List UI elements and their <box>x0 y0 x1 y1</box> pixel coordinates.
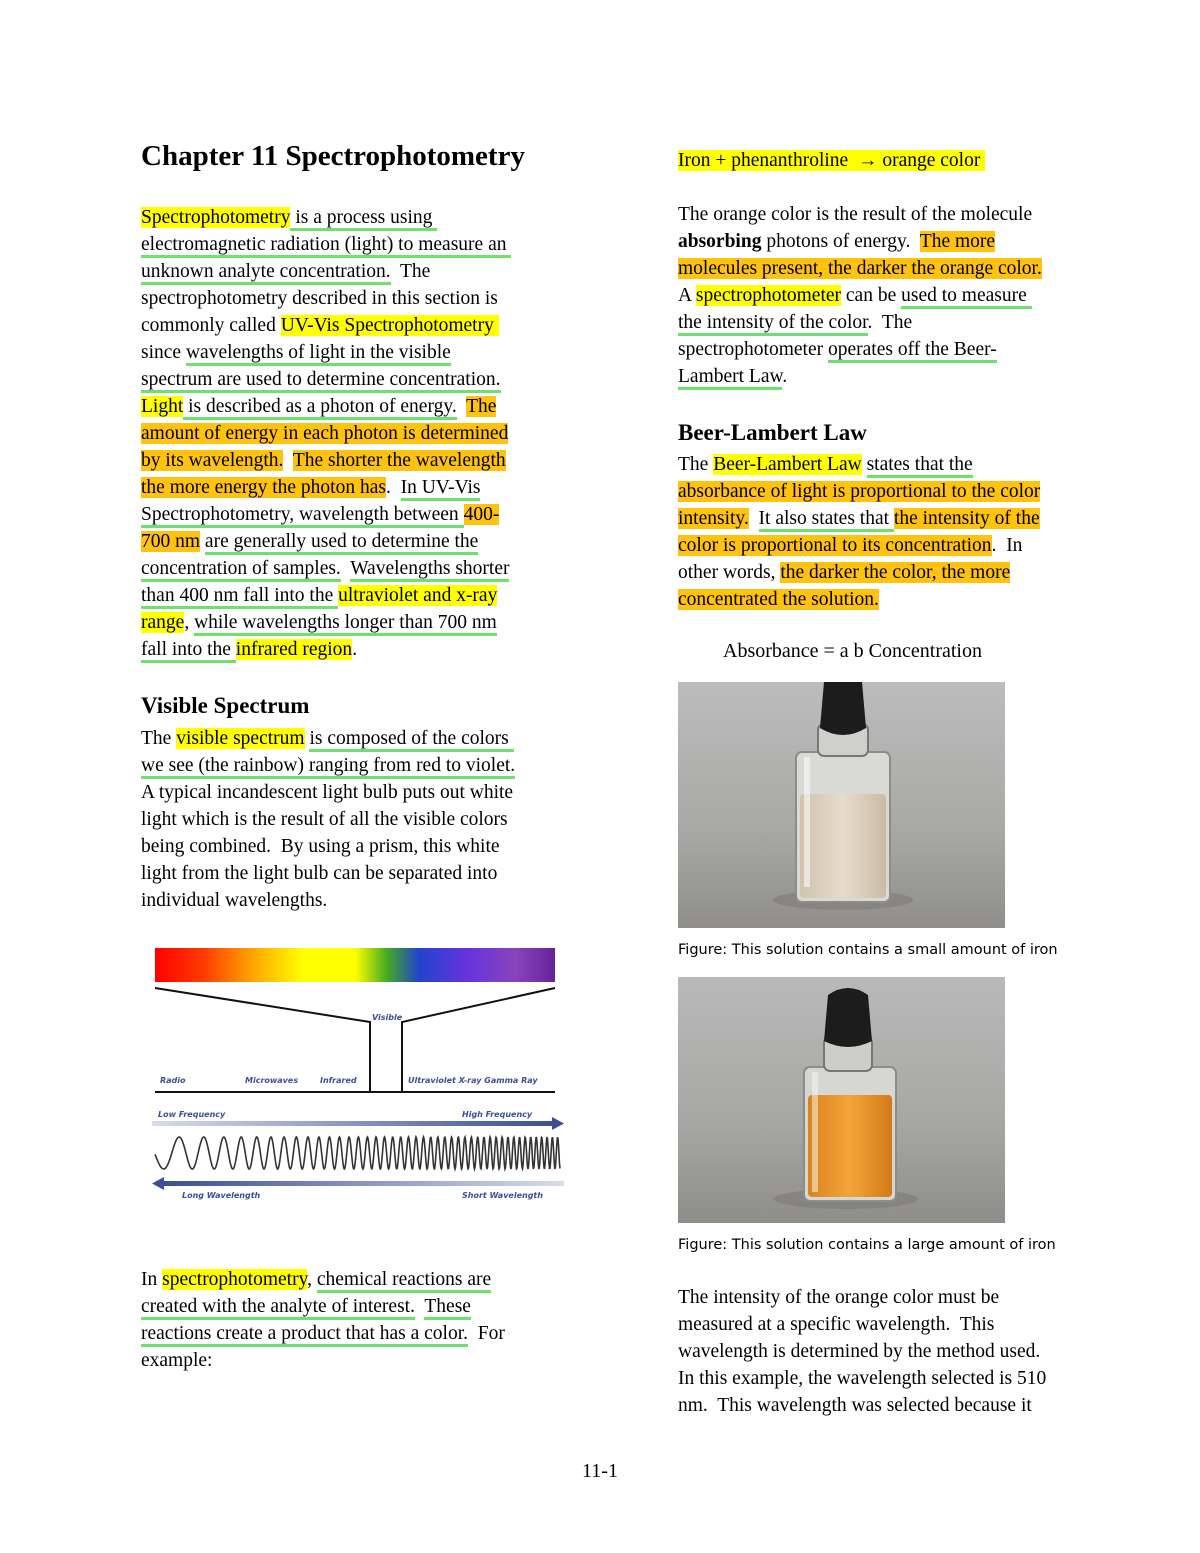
label-low-frequency: Low Frequency <box>158 1110 226 1119</box>
highlighted-text: ultraviolet and x-ray <box>338 585 498 606</box>
underlined-text: spectrum are used to determine concentration. <box>141 369 501 393</box>
text-span: A typical incandescent light bulb puts out white <box>141 782 514 803</box>
text-line <box>141 1266 505 1293</box>
text-span: In this example, the wavelength selected is 510 <box>678 1368 1047 1389</box>
text-span: spectrophotometer <box>678 339 828 360</box>
text-line <box>141 474 511 501</box>
caption-small-iron: Figure: This solution contains a small amount of iron <box>678 942 1058 958</box>
text-line <box>141 833 515 860</box>
highlighted-text: intensity. <box>678 508 749 529</box>
text-span: The <box>678 454 714 475</box>
text-span: A <box>678 285 696 306</box>
text-line <box>141 339 511 366</box>
underlined-text: In UV-Vis <box>401 477 481 501</box>
text-line <box>678 1365 1046 1392</box>
underlined-text: used to measure <box>901 285 1032 309</box>
highlighted-text: Light <box>141 396 184 417</box>
text-line <box>141 752 515 779</box>
text-line <box>678 309 1042 336</box>
underlined-text: fall into the <box>141 639 236 663</box>
label-visible: Visible <box>372 1013 403 1022</box>
text-line <box>141 447 511 474</box>
text-span: The <box>390 261 431 282</box>
highlighted-text: color is proportional to its concentration <box>678 535 992 556</box>
highlighted-text: UV-Vis Spectrophotometry <box>280 315 499 336</box>
text-span: light from the light bulb can be separated into <box>141 863 498 884</box>
text-line <box>678 147 985 174</box>
text-span: For <box>468 1323 505 1344</box>
text-span: can be <box>841 285 902 306</box>
label-high-frequency: High Frequency <box>462 1110 533 1119</box>
intro-paragraph <box>141 204 511 663</box>
caption-large-iron: Figure: This solution contains a large amount of iron <box>678 1237 1056 1253</box>
text-line <box>141 887 515 914</box>
highlighted-text: the intensity of the <box>893 508 1040 529</box>
label-uv-xray-gamma: Ultraviolet X-ray Gamma Ray <box>408 1076 538 1085</box>
text-line <box>141 636 511 663</box>
highlighted-text: absorbance of light is proportional to the color <box>678 481 1041 502</box>
text-line <box>678 201 1042 228</box>
beer-lambert-paragraph <box>678 451 1040 613</box>
photo-small-iron <box>678 682 1005 928</box>
text-line <box>141 204 511 231</box>
text-span: . The <box>867 312 913 333</box>
text-line <box>141 1347 505 1374</box>
text-line <box>141 420 511 447</box>
text-span <box>457 396 466 417</box>
text-line <box>678 505 1040 532</box>
highlighted-text: visible spectrum <box>176 728 305 749</box>
highlighted-text: Beer-Lambert Law <box>713 454 862 475</box>
highlighted-text: amount of energy in each photon is determined <box>141 423 509 444</box>
text-line <box>141 528 511 555</box>
underlined-text: a process using <box>313 207 437 231</box>
underlined-text: than 400 nm fall into the <box>141 585 338 609</box>
reaction-line <box>678 147 985 174</box>
wavelength-arrow-head <box>152 1177 164 1190</box>
text-line <box>678 1392 1046 1419</box>
frequency-arrow-head <box>552 1117 564 1130</box>
text-span: photons of energy. <box>761 231 920 252</box>
highlighted-text: the darker the color, the more <box>780 562 1011 583</box>
underlined-text: concentration of samples. <box>141 558 341 582</box>
highlighted-text: Spectrophotometry <box>141 207 291 228</box>
text-line <box>678 478 1040 505</box>
text-span: individual wavelengths. <box>141 890 328 911</box>
underlined-text: states that the <box>867 454 973 478</box>
text-span: nm. This wavelength was selected because it <box>678 1395 1032 1416</box>
frequency-arrow-shaft <box>152 1121 552 1126</box>
text-span <box>415 1296 424 1317</box>
highlighted-text: spectrophotometry <box>162 1269 308 1290</box>
text-span: . <box>385 477 401 498</box>
text-span: The intensity of the orange color must be <box>678 1287 1000 1308</box>
highlighted-text: 700 nm <box>141 531 201 552</box>
text-line <box>141 312 511 339</box>
text-span: . <box>782 366 788 387</box>
text-line <box>141 725 515 752</box>
text-line <box>141 860 515 887</box>
text-line <box>141 258 511 285</box>
text-span: In <box>141 1269 163 1290</box>
underlined-text: chemical reactions are <box>317 1269 491 1293</box>
text-span: since <box>141 342 186 363</box>
label-short-wavelength: Short Wavelength <box>462 1191 543 1200</box>
highlighted-text: spectrophotometer <box>695 285 842 306</box>
highlighted-text: concentrated the solution. <box>678 589 879 610</box>
text-line <box>141 779 515 806</box>
text-line <box>678 532 1040 559</box>
highlighted-text: The <box>466 396 497 417</box>
highlighted-text: infrared region <box>235 639 353 660</box>
text-line <box>678 559 1040 586</box>
text-span <box>749 508 759 529</box>
text-line <box>141 555 511 582</box>
spectrum-diagram <box>150 940 570 1202</box>
highlighted-text: by its wavelength. <box>141 450 284 471</box>
text-span: . <box>352 639 358 660</box>
text-span: example: <box>141 1350 213 1371</box>
text-span: absorbing <box>678 231 762 252</box>
page-number: 11-1 <box>582 1460 618 1482</box>
heading-visible-spectrum: Visible Spectrum <box>141 693 310 718</box>
label-infrared: Infrared <box>320 1076 357 1085</box>
text-line <box>141 1293 505 1320</box>
text-line <box>141 582 511 609</box>
highlighted-text: The shorter the wavelength <box>292 450 506 471</box>
highlighted-text: 400- <box>463 504 500 525</box>
text-line <box>678 1284 1046 1311</box>
wavelength-paragraph <box>678 1284 1046 1419</box>
text-line <box>141 285 511 312</box>
text-span: The <box>141 728 177 749</box>
text-span: commonly called <box>141 315 281 336</box>
text-line <box>678 1338 1046 1365</box>
reaction-paragraph <box>141 1266 505 1374</box>
label-long-wavelength: Long Wavelength <box>182 1191 261 1200</box>
text-span: , <box>307 1269 317 1290</box>
underlined-text: These <box>424 1296 471 1320</box>
em-wave <box>155 1137 560 1169</box>
underlined-text: unknown analyte concentration. <box>141 261 391 285</box>
highlighted-text: The more <box>919 231 996 252</box>
underlined-text: created with the analyte of interest. <box>141 1296 415 1320</box>
visible-spectrum-paragraph <box>141 725 515 914</box>
underlined-text: Lambert Law <box>678 366 782 390</box>
highlighted-text: Iron + phenanthroline → orange color <box>678 150 986 171</box>
page-title: Chapter 11 Spectrophotometry <box>141 140 525 172</box>
text-line <box>141 609 511 636</box>
text-span: . In <box>991 535 1023 556</box>
underlined-text: electromagnetic radiation (light) to measure an <box>141 234 511 258</box>
highlighted-text: range <box>141 612 185 633</box>
underlined-text: the intensity of the color <box>678 312 868 336</box>
label-radio: Radio <box>160 1076 186 1085</box>
text-span: being combined. By using a prism, this white <box>141 836 500 857</box>
underlined-text: is composed of the colors <box>309 728 513 752</box>
underlined-text: wavelengths of light in the visible <box>186 342 451 366</box>
text-span: wavelength is determined by the method used. <box>678 1341 1041 1362</box>
text-line <box>678 586 1040 613</box>
text-span: The orange color is the result of the molecule <box>678 204 1033 225</box>
text-line <box>141 366 511 393</box>
absorbing-paragraph <box>678 201 1042 390</box>
underlined-text: while wavelengths longer than 700 nm <box>194 612 497 636</box>
underlined-text: Spectrophotometry, wavelength between <box>141 504 464 528</box>
photo-large-iron <box>678 977 1005 1223</box>
text-line <box>678 282 1042 309</box>
rainbow-bar <box>155 948 555 982</box>
label-microwaves: Microwaves <box>245 1076 299 1085</box>
underlined-text: are generally used to determine the <box>205 531 478 555</box>
wavelength-arrow-shaft <box>164 1181 564 1186</box>
underlined-text: is <box>290 207 313 231</box>
absorbance-equation: Absorbance = a b Concentration <box>723 640 982 662</box>
text-line <box>141 806 515 833</box>
text-line <box>678 451 1040 478</box>
text-span: other words, <box>678 562 781 583</box>
underlined-text: operates off the Beer- <box>828 339 997 363</box>
text-span: spectrophotometry described in this section is <box>141 288 498 309</box>
text-line <box>678 1311 1046 1338</box>
text-span <box>341 558 350 579</box>
text-line <box>678 255 1042 282</box>
text-line <box>678 336 1042 363</box>
text-span <box>283 450 292 471</box>
highlighted-text: the more energy the photon has <box>141 477 386 498</box>
text-line <box>141 393 511 420</box>
text-line <box>141 1320 505 1347</box>
text-line <box>678 363 1042 390</box>
text-span: , <box>184 612 195 633</box>
underlined-text: Wavelengths shorter <box>350 558 509 582</box>
text-line <box>141 231 511 258</box>
text-line <box>678 228 1042 255</box>
underlined-text: we see (the rainbow) ranging from red to violet. <box>141 755 515 779</box>
text-span: measured at a specific wavelength. This <box>678 1314 995 1335</box>
text-span: light which is the result of all the visible colors <box>141 809 508 830</box>
highlighted-text: molecules present, the darker the orange color. <box>678 258 1042 279</box>
text-line <box>141 501 511 528</box>
underlined-text: is described as a photon of energy. <box>183 396 456 420</box>
underlined-text: It also states that <box>759 508 894 532</box>
heading-beer-lambert: Beer-Lambert Law <box>678 420 867 445</box>
text-span <box>862 454 867 475</box>
underlined-text: reactions create a product that has a color. <box>141 1323 468 1347</box>
